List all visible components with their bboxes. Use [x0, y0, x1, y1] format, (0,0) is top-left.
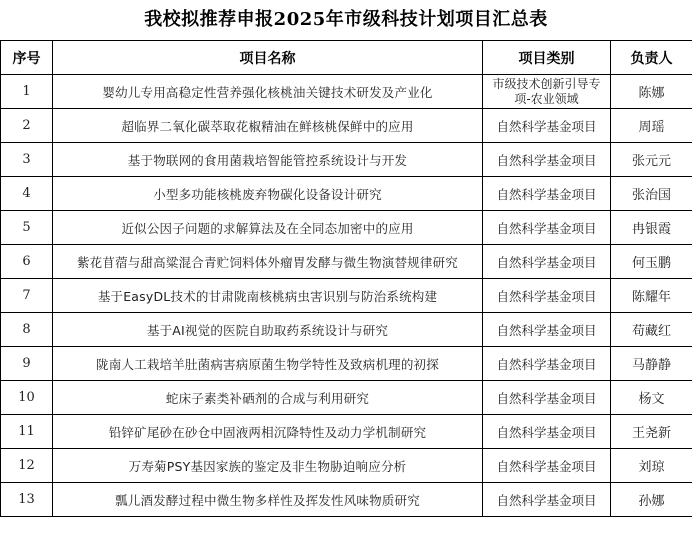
row-project-name: 基于AI视觉的医院自助取药系统设计与研究: [53, 313, 483, 347]
row-project-type: 自然科学基金项目: [483, 109, 611, 143]
row-project-name: 万寿菊PSY基因家族的鉴定及非生物胁迫响应分析: [53, 449, 483, 483]
row-person: 刘琼: [611, 449, 692, 483]
table-row: [1, 483, 692, 517]
row-project-name: 近似公因子问题的求解算法及在全同态加密中的应用: [53, 211, 483, 245]
row-project-type: 自然科学基金项目: [483, 483, 611, 517]
row-project-type: 自然科学基金项目: [483, 245, 611, 279]
column-header-type: 项目类别: [483, 41, 611, 75]
table-row: [1, 109, 692, 143]
column-header-name: 项目名称: [53, 41, 483, 75]
row-project-type: 自然科学基金项目: [483, 279, 611, 313]
table-row: [1, 347, 692, 381]
row-person: 陈娜: [611, 75, 692, 109]
row-project-type: 自然科学基金项目: [483, 415, 611, 449]
row-index: 8: [1, 313, 53, 347]
row-project-name: 蛇床子素类补硒剂的合成与利用研究: [53, 381, 483, 415]
row-project-type: 自然科学基金项目: [483, 381, 611, 415]
row-project-name: 基于物联网的食用菌栽培智能管控系统设计与开发: [53, 143, 483, 177]
row-index: 6: [1, 245, 53, 279]
row-person: 张元元: [611, 143, 692, 177]
row-project-name: 小型多功能核桃废弃物碳化设备设计研究: [53, 177, 483, 211]
row-index: 13: [1, 483, 53, 517]
row-index: 10: [1, 381, 53, 415]
table-header-row: [1, 41, 692, 75]
row-person: 陈耀年: [611, 279, 692, 313]
row-project-name: 超临界二氧化碳萃取花椒精油在鲜核桃保鲜中的应用: [53, 109, 483, 143]
row-project-name: 瓢儿酒发酵过程中微生物多样性及挥发性风味物质研究: [53, 483, 483, 517]
project-table: [0, 40, 692, 517]
row-person: 周瑶: [611, 109, 692, 143]
row-project-type: 市级技术创新引导专项-农业领域: [483, 75, 611, 109]
row-project-name: 紫花苜蓿与甜高粱混合青贮饲料体外瘤胃发酵与微生物演替规律研究: [53, 245, 483, 279]
row-index: 11: [1, 415, 53, 449]
row-index: 2: [1, 109, 53, 143]
row-project-name: 铅锌矿尾砂在砂仓中固液两相沉降特性及动力学机制研究: [53, 415, 483, 449]
row-project-type: 自然科学基金项目: [483, 313, 611, 347]
row-person: 何玉鹏: [611, 245, 692, 279]
table-row: [1, 381, 692, 415]
row-project-name: 基于EasyDL技术的甘肃陇南核桃病虫害识别与防治系统构建: [53, 279, 483, 313]
row-index: 9: [1, 347, 53, 381]
column-header-person: 负责人: [611, 41, 692, 75]
column-header-index: 序号: [1, 41, 53, 75]
row-project-type: 自然科学基金项目: [483, 347, 611, 381]
row-project-type: 自然科学基金项目: [483, 143, 611, 177]
row-person: 孙娜: [611, 483, 692, 517]
row-person: 杨文: [611, 381, 692, 415]
row-project-type: 自然科学基金项目: [483, 211, 611, 245]
row-person: 苟藏红: [611, 313, 692, 347]
row-index: 3: [1, 143, 53, 177]
row-person: 马静静: [611, 347, 692, 381]
row-project-type: 自然科学基金项目: [483, 177, 611, 211]
row-project-name: 陇南人工栽培羊肚菌病害病原菌生物学特性及致病机理的初探: [53, 347, 483, 381]
table-row: [1, 279, 692, 313]
row-person: 王尧新: [611, 415, 692, 449]
table-row: [1, 177, 692, 211]
row-person: 张治国: [611, 177, 692, 211]
table-row: [1, 211, 692, 245]
table-row: [1, 75, 692, 109]
table-row: [1, 313, 692, 347]
row-index: 4: [1, 177, 53, 211]
row-index: 12: [1, 449, 53, 483]
row-project-name: 婴幼儿专用高稳定性营养强化核桃油关键技术研发及产业化: [53, 75, 483, 109]
row-index: 1: [1, 75, 53, 109]
row-person: 冉银霞: [611, 211, 692, 245]
table-row: [1, 415, 692, 449]
table-row: [1, 143, 692, 177]
table-row: [1, 449, 692, 483]
page-title: 我校拟推荐申报2025年市级科技计划项目汇总表: [144, 9, 548, 30]
row-index: 7: [1, 279, 53, 313]
table-row: [1, 245, 692, 279]
row-index: 5: [1, 211, 53, 245]
row-project-type: 自然科学基金项目: [483, 449, 611, 483]
